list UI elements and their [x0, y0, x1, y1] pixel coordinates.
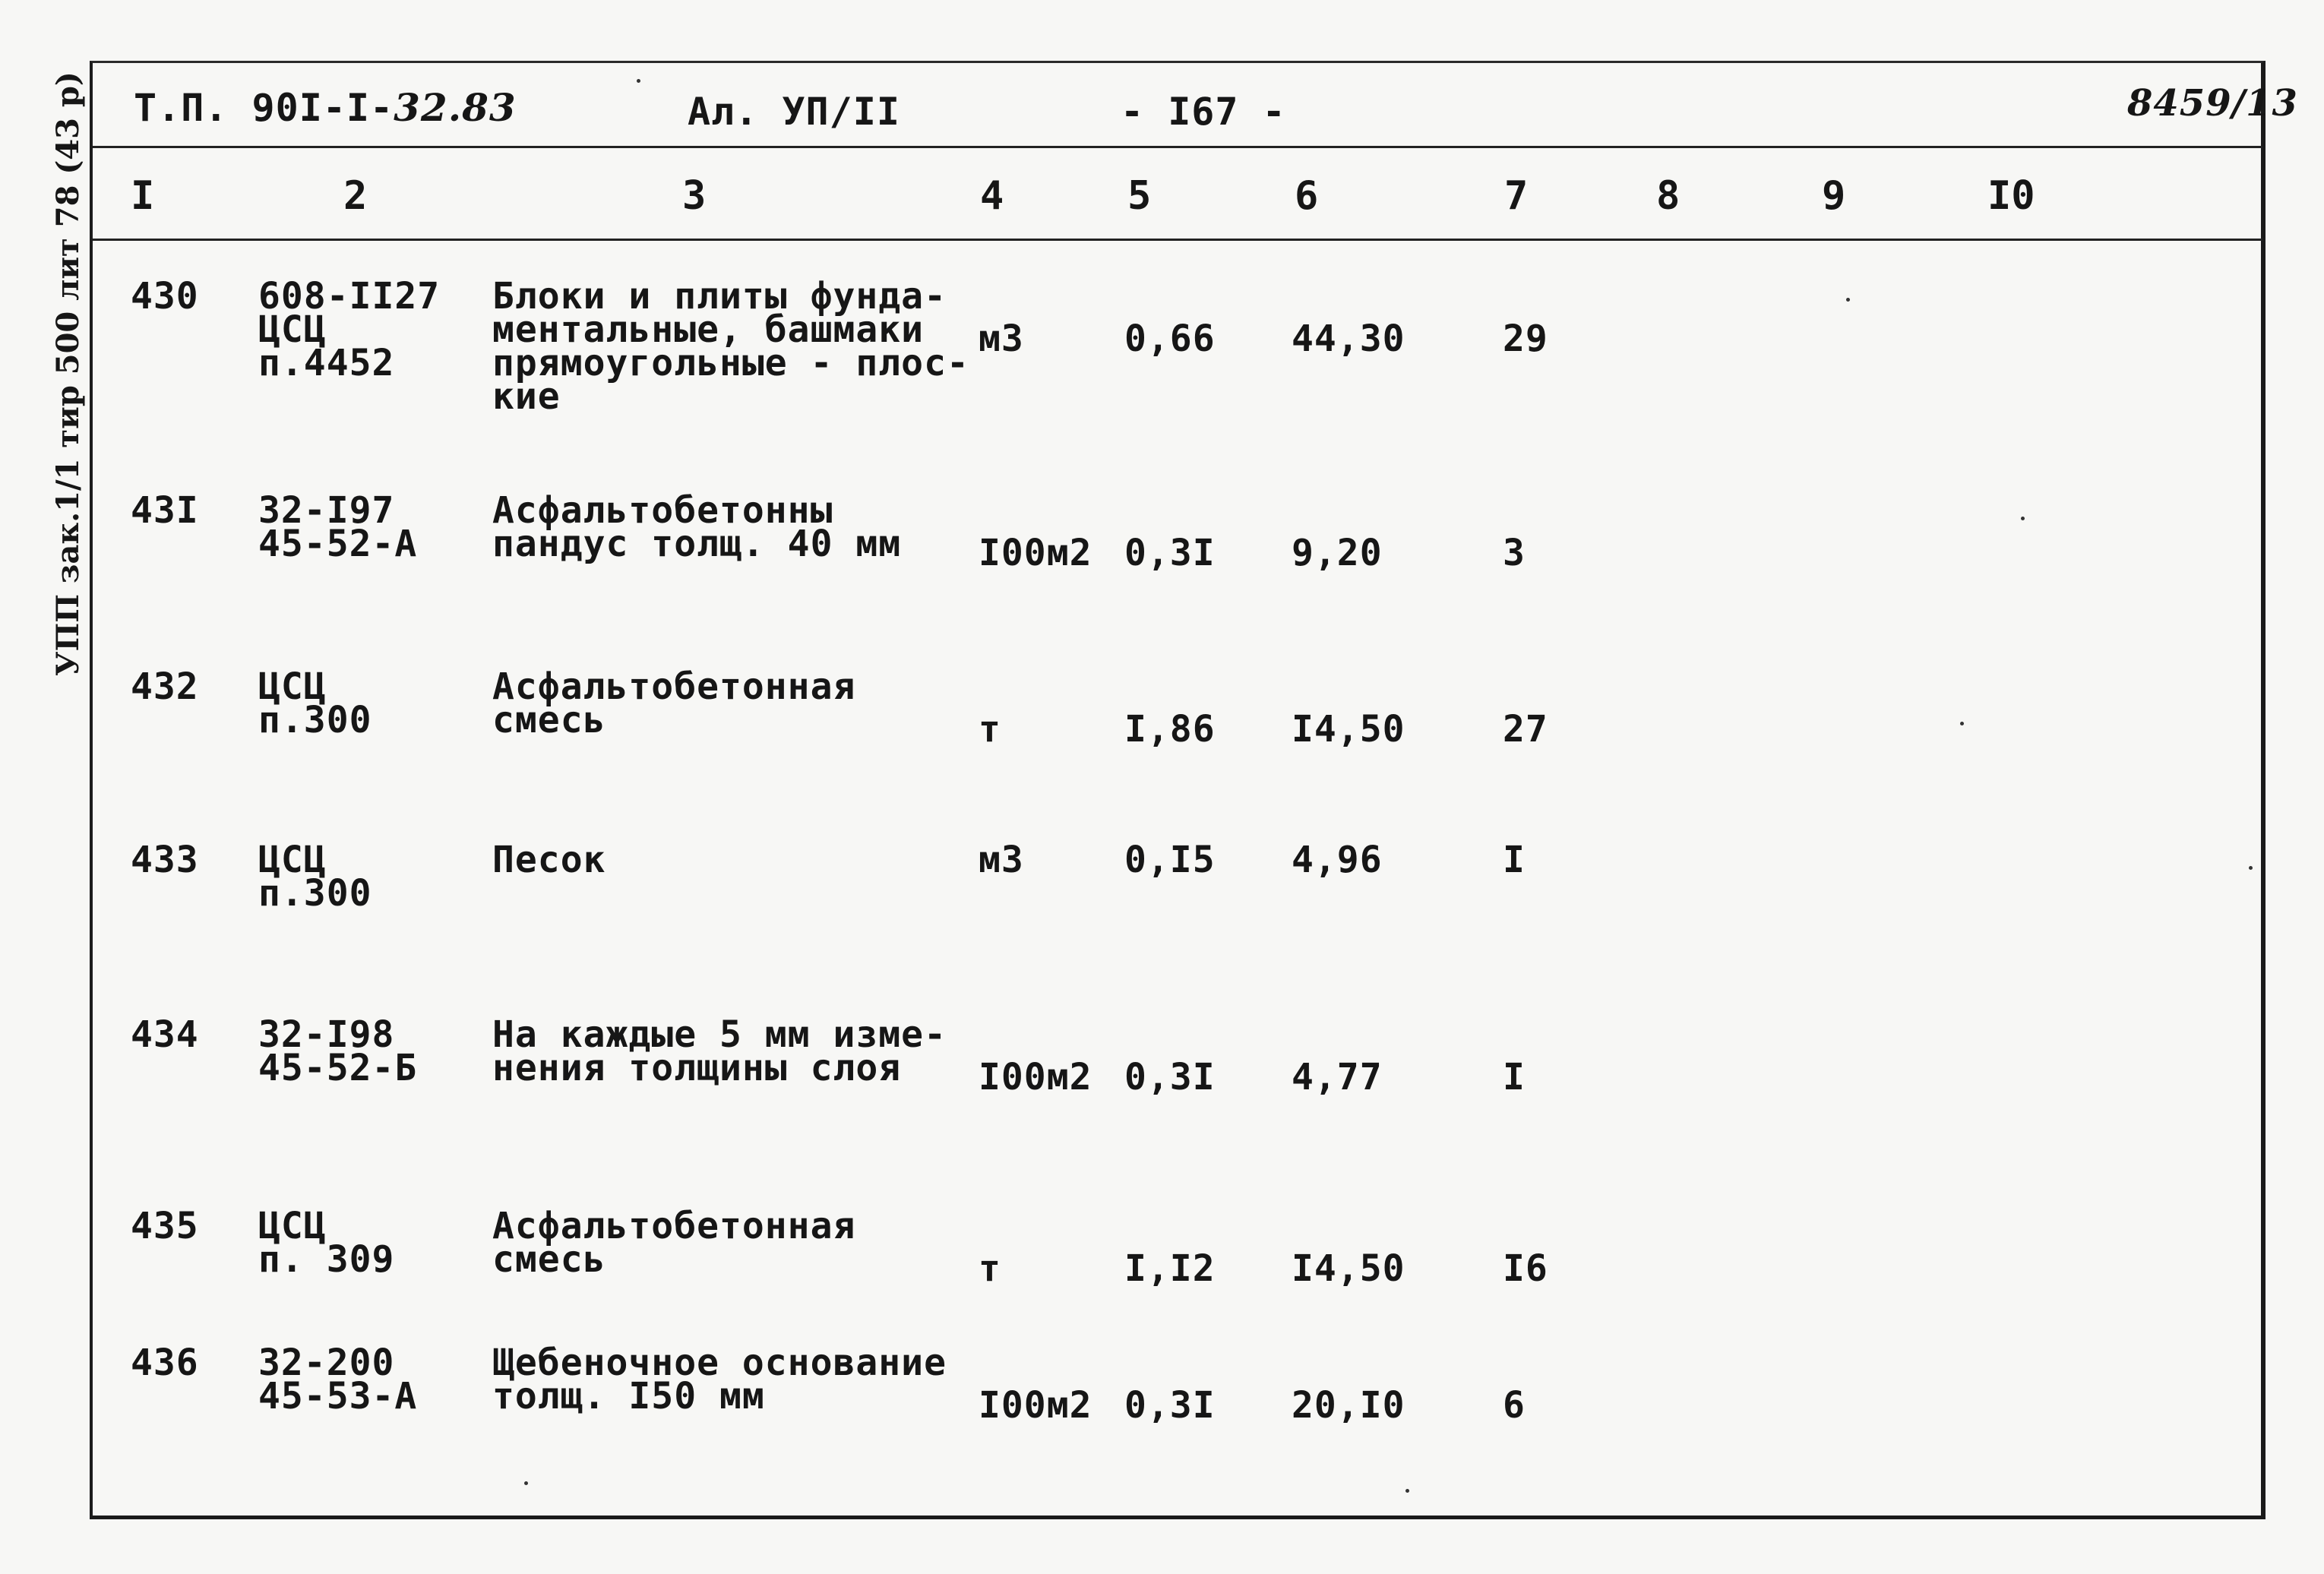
row-code-line: п.4452: [258, 342, 395, 384]
doc-number: 8459/13: [2127, 82, 2298, 125]
row-price: 9,20: [1292, 532, 1383, 574]
row-code-line: 45-52-Б: [258, 1047, 418, 1089]
row-unit: т: [979, 708, 1001, 751]
row-code-line: 45-52-А: [258, 523, 418, 565]
row-name-line: смесь: [492, 699, 606, 741]
scan-speck: [637, 79, 640, 83]
row-unit: м3: [979, 318, 1024, 360]
row-unit: I00м2: [979, 1056, 1092, 1098]
scan-speck: [2249, 866, 2253, 870]
row-total: I: [1503, 1056, 1526, 1098]
row-total: 3: [1503, 532, 1526, 574]
row-code-line: п.300: [258, 872, 372, 915]
row-code-line: ЦСЦ: [258, 308, 327, 351]
project-code-printed: Т.П. 90I-I-: [134, 86, 394, 130]
row-name-line: Песок: [492, 839, 606, 881]
row-name-line: Асфальтобетонны: [492, 489, 833, 532]
row-code-line: ЦСЦ: [258, 839, 327, 881]
row-total: 6: [1503, 1384, 1526, 1427]
row-code-line: 32-200: [258, 1342, 395, 1384]
row-name-line: толщ. I50 мм: [492, 1375, 765, 1418]
row-unit: I00м2: [979, 1384, 1092, 1427]
row-price: 20,I0: [1292, 1384, 1405, 1427]
row-number: 436: [131, 1342, 199, 1384]
row-code-line: 608-II27: [258, 275, 441, 318]
column-header-divider: [93, 239, 2262, 241]
row-quantity: 0,66: [1124, 318, 1216, 360]
scan-speck: [1405, 1489, 1409, 1493]
row-unit: т: [979, 1247, 1001, 1290]
column-number-4: 4: [980, 173, 1004, 219]
scan-speck: [2021, 517, 2025, 520]
header-divider: [93, 146, 2262, 148]
row-number: 434: [131, 1013, 199, 1056]
row-number: 433: [131, 839, 199, 881]
row-name-line: Блоки и плиты фунда-: [492, 275, 947, 318]
row-name-line: Асфальтобетонная: [492, 1205, 856, 1247]
row-code-line: ЦСЦ: [258, 665, 327, 708]
row-quantity: I,I2: [1124, 1247, 1216, 1290]
scan-speck: [1846, 298, 1850, 302]
row-name-line: прямоугольные - плос-: [492, 342, 969, 384]
row-total: 27: [1503, 708, 1548, 751]
column-number-2: 2: [343, 173, 368, 219]
row-quantity: 0,3I: [1124, 532, 1216, 574]
column-number-6: 6: [1295, 173, 1319, 219]
column-number-9: 9: [1822, 173, 1846, 219]
column-number-7: 7: [1504, 173, 1529, 219]
column-number-5: 5: [1127, 173, 1152, 219]
row-quantity: 0,3I: [1124, 1384, 1216, 1427]
project-code-handwritten: 32.83: [394, 85, 517, 130]
row-name-line: смесь: [492, 1238, 606, 1281]
row-price: 44,30: [1292, 318, 1405, 360]
row-name-line: Асфальтобетонная: [492, 665, 856, 708]
column-number-8: 8: [1656, 173, 1681, 219]
row-name-line: пандус толщ. 40 мм: [492, 523, 902, 565]
row-number: 430: [131, 275, 199, 318]
row-code-line: п.300: [258, 699, 372, 741]
row-total: I: [1503, 839, 1526, 881]
row-price: I4,50: [1292, 1247, 1405, 1290]
row-number: 435: [131, 1205, 199, 1247]
row-code-line: 45-53-А: [258, 1375, 418, 1418]
column-number-10: I0: [1987, 173, 2035, 219]
row-code-line: 32-I98: [258, 1013, 395, 1056]
row-name-line: Щебеночное основание: [492, 1342, 947, 1384]
row-quantity: 0,I5: [1124, 839, 1216, 881]
row-name-line: На каждые 5 мм изме-: [492, 1013, 947, 1056]
row-price: I4,50: [1292, 708, 1405, 751]
row-name-line: ментальные, башмаки: [492, 308, 925, 351]
row-unit: м3: [979, 839, 1024, 881]
album-label: Ал. УП/II: [688, 90, 900, 134]
row-price: 4,77: [1292, 1056, 1383, 1098]
row-number: 432: [131, 665, 199, 708]
row-total: I6: [1503, 1247, 1548, 1290]
row-code-line: 32-I97: [258, 489, 395, 532]
side-note: УПП зак.1/1 тир 500 лит 78 (43 р): [50, 71, 86, 676]
scan-speck: [524, 1481, 528, 1485]
row-code-line: ЦСЦ: [258, 1205, 327, 1247]
column-number-3: 3: [682, 173, 707, 219]
row-unit: I00м2: [979, 532, 1092, 574]
row-total: 29: [1503, 318, 1548, 360]
row-name-line: нения толщины слоя: [492, 1047, 902, 1089]
column-number-1: I: [131, 173, 155, 219]
row-price: 4,96: [1292, 839, 1383, 881]
row-quantity: 0,3I: [1124, 1056, 1216, 1098]
row-name-line: кие: [492, 375, 561, 418]
scan-speck: [1960, 722, 1964, 725]
row-quantity: I,86: [1124, 708, 1216, 751]
row-code-line: п. 309: [258, 1238, 395, 1281]
row-number: 43I: [131, 489, 199, 532]
page-number: - I67 -: [1121, 90, 1286, 134]
project-code: [134, 85, 517, 130]
